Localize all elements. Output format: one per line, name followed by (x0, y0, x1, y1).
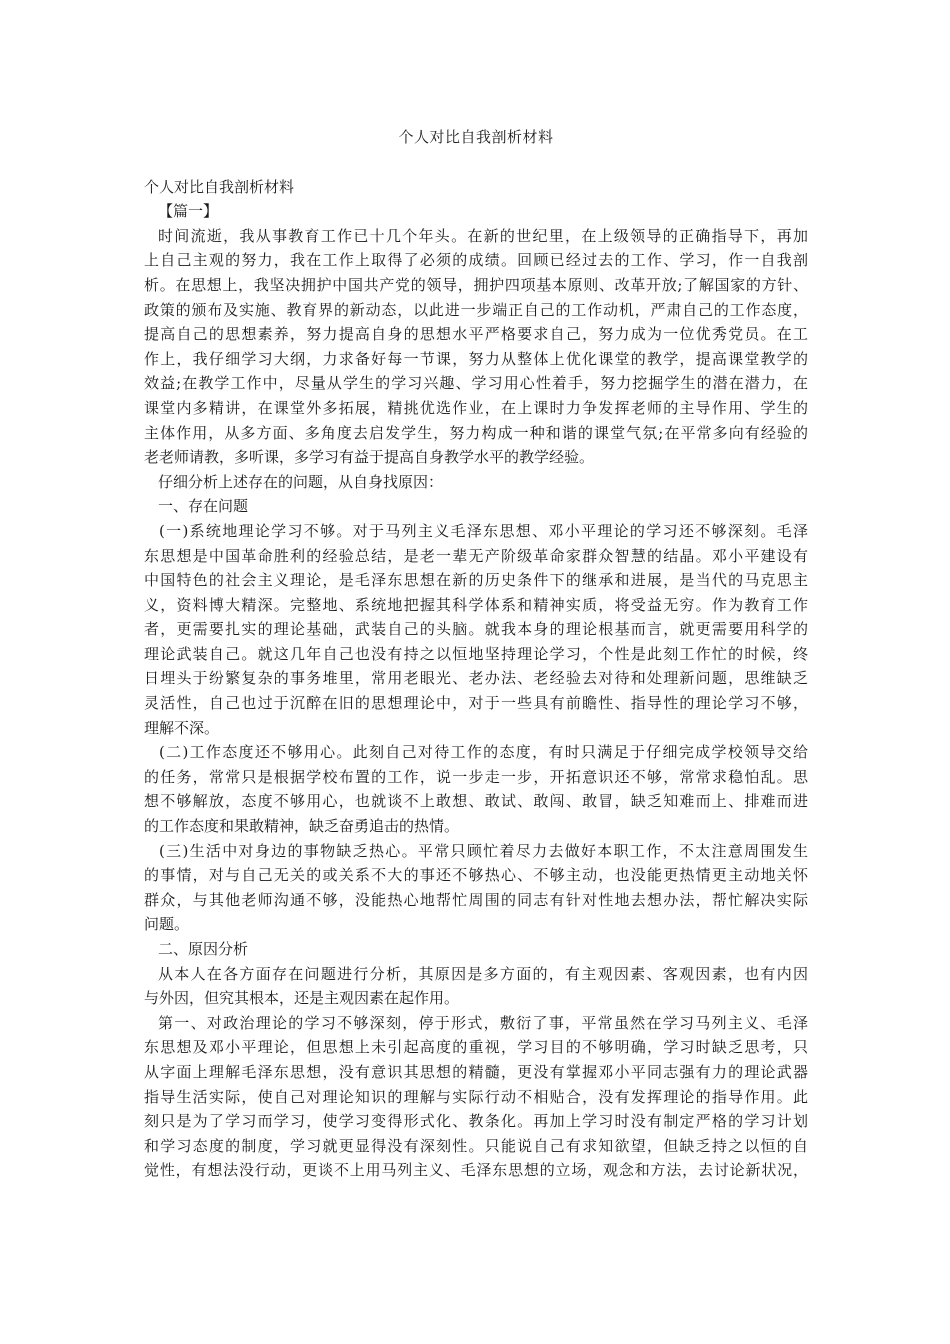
text-line: (二)工作态度还不够用心。此刻自己对待工作的态度，有时只满足于仔细完成学校领导交给 (159, 743, 808, 762)
text-line: 问题。 (144, 915, 190, 934)
text-line: 东思想是中国革命胜利的经验总结，是老一辈无产阶级革命家群众智慧的结晶。邓小平建设有 (144, 546, 808, 565)
text-line: 者，更需要扎实的理论基础，武装自己的头脑。就我本身的理论根基而言，就更需要用科学的 (144, 620, 808, 639)
document-title: 个人对比自我剖析材料 (398, 128, 554, 146)
text-line: 仔细分析上述存在的问题，从自身找原因： (158, 472, 444, 491)
text-line: 析。在思想上，我坚决拥护中国共产党的领导，拥护四项基本原则、改革开放;了解国家的方针、 (144, 275, 808, 294)
text-line: 一、存在问题 (158, 497, 249, 516)
text-line: 与外因，但究其根本，还是主观因素在起作用。 (144, 989, 460, 1008)
text-line: 课堂内多精讲，在课堂外多拓展，精挑优选作业，在上课时力争发挥老师的主导作用、学生的 (144, 398, 808, 417)
text-line: 从本人在各方面存在问题进行分析，其原因是多方面的，有主观因素、客观因素，也有内因 (158, 964, 808, 983)
text-line: 日埋头于纷繁复杂的事务堆里，常用老眼光、老办法、老经验去对待和处理新问题，思维缺乏 (144, 669, 808, 688)
text-line: 群众，与其他老师沟通不够，没能热心地帮忙周围的同志有针对性地去想办法，帮忙解决实际 (144, 890, 808, 909)
text-line: 义，资料博大精深。完整地、系统地把握其科学体系和精神实质，将受益无穷。作为教育工作 (144, 595, 808, 614)
text-line: 提高自己的思想素养，努力提高自身的思想水平严格要求自己，努力成为一位优秀党员。在工 (144, 325, 808, 344)
text-line: 想不够解放，态度不够用心，也就谈不上敢想、敢试、敢闯、敢冒，缺乏知难而上、排难而进 (144, 792, 808, 811)
text-line: 刻只是为了学习而学习，使学习变得形式化、教条化。再加上学习时没有制定严格的学习计划 (144, 1112, 808, 1131)
text-line: 的工作态度和果敢精神，缺乏奋勇追击的热情。 (144, 817, 460, 836)
text-line: 觉性，有想法没行动，更谈不上用马列主义、毛泽东思想的立场，观念和方法，去讨论新状况， (144, 1161, 808, 1180)
text-line: 理论武装自己。就这几年自己也没有持之以恒地坚持理论学习，个性是此刻工作忙的时候，终 (144, 644, 808, 663)
text-line: 主体作用，从多方面、多角度去启发学生，努力构成一种和谐的课堂气氛;在平常多向有经验的 (144, 423, 808, 442)
text-line: (一)系统地理论学习不够。对于马列主义毛泽东思想、邓小平理论的学习还不够深刻。毛泽 (159, 521, 808, 540)
text-line: 的任务，常常只是根据学校布置的工作，说一步走一步，开拓意识还不够，常常求稳怕乱。思 (144, 767, 808, 786)
text-line: 的事情，对与自己无关的或关系不大的事还不够热心、不够主动，也没能更热情更主动地关怀 (144, 866, 808, 885)
text-line: 从字面上理解毛泽东思想，没有意识其思想的精髓，更没有掌握邓小平同志强有力的理论武器 (144, 1062, 808, 1081)
text-line: 指导生活实际，使自己对理论知识的理解与实际行动不相贴合，没有发挥理论的指导作用。此 (144, 1087, 808, 1106)
text-line: 时间流逝，我从事教育工作已十几个年头。在新的世纪里，在上级领导的正确指导下，再加 (158, 226, 808, 245)
text-line: 效益;在教学工作中，尽量从学生的学习兴趣、学习用心性着手，努力挖掘学生的潜在潜力，在 (144, 374, 808, 393)
text-line: 理解不深。 (144, 718, 220, 737)
text-line: 政策的颁布及实施、教育界的新动态，以此进一步端正自己的工作动机，严肃自己的工作态度， (144, 300, 808, 319)
text-line: 二、原因分析 (158, 940, 249, 958)
text-line: 第一、对政治理论的学习不够深刻，停于形式，敷衍了事，平常虽然在学习马列主义、毛泽 (158, 1013, 808, 1032)
text-line: 上自己主观的努力，我在工作上取得了必须的成绩。回顾已经过去的工作、学习，作一自我剖 (144, 251, 808, 270)
text-line: 灵活性，自己也过于沉醉在旧的思想理论中，对于一些具有前瞻性、指导性的理论学习不够， (144, 694, 808, 713)
text-line: 老老师请教，多听课，多学习有益于提高自身教学水平的教学经验。 (144, 448, 595, 467)
document-body (144, 175, 808, 1183)
text-line: 和学习态度的制度，学习就更显得没有深刻性。只能说自己有求知欲望，但缺乏持之以恒的自 (144, 1136, 808, 1155)
text-line: 作上，我仔细学习大纲，力求备好每一节课，努力从整体上优化课堂的教学，提高课堂教学的 (144, 349, 808, 368)
text-line: 东思想及邓小平理论，但思想上未引起高度的重视，学习目的不够明确，学习时缺乏思考，只 (144, 1038, 808, 1057)
text-line: 中国特色的社会主义理论，是毛泽东思想在新的历史条件下的继承和进展，是当代的马克思主 (144, 571, 808, 590)
text-line: 【篇一】 (158, 202, 219, 221)
text-line: 个人对比自我剖析材料 (144, 177, 295, 196)
document-page (144, 0, 808, 1183)
text-line: (三)生活中对身边的事物缺乏热心。平常只顾忙着尽力去做好本职工作，不太注意周围发生 (159, 841, 808, 860)
